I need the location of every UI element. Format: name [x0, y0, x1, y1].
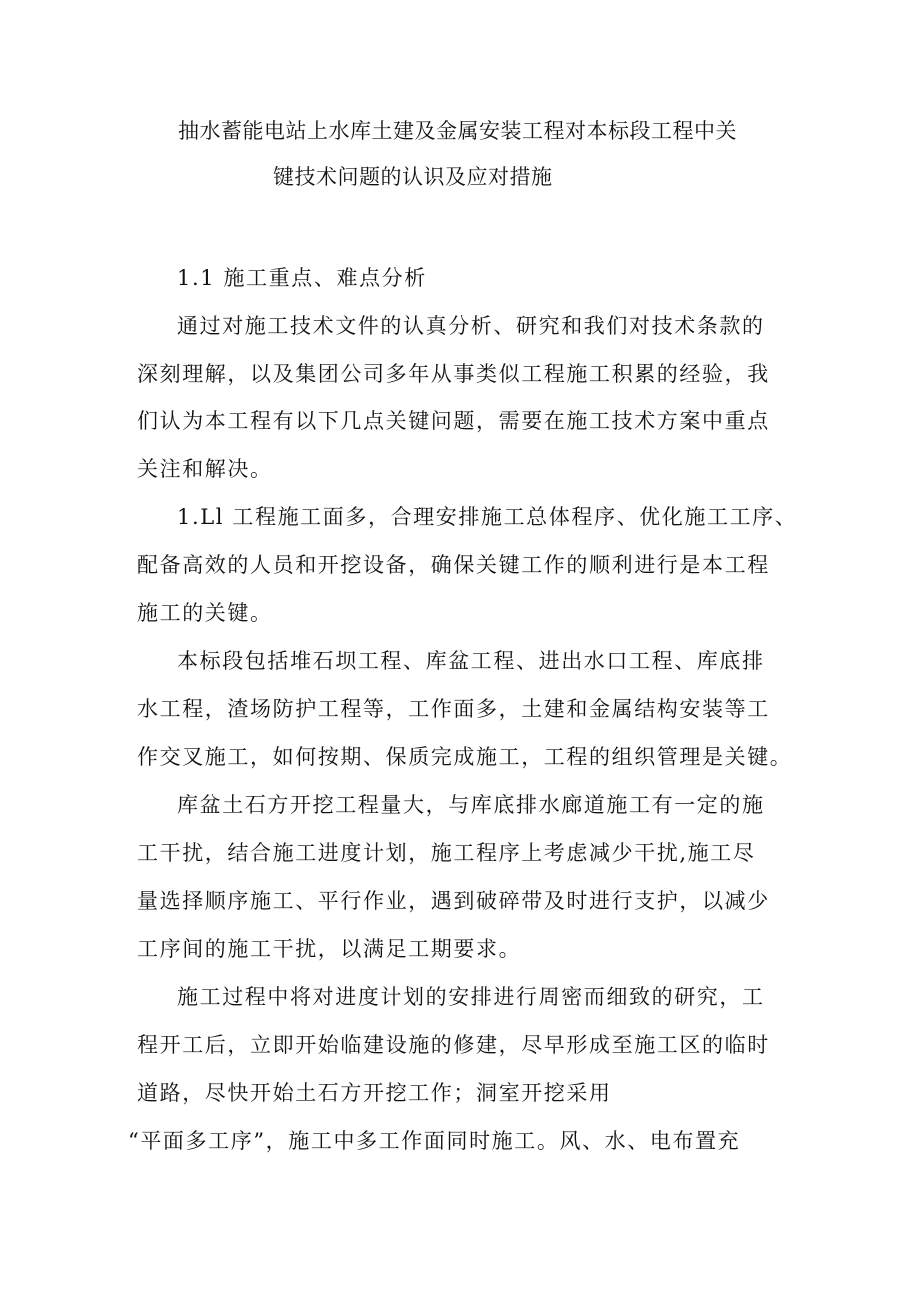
section-heading: 1.1 施工重点、难点分析 — [177, 266, 427, 290]
paragraph-line: “平面多工序”，施工中多工作面同时施工。风、水、电布置充 — [128, 1129, 741, 1153]
paragraph-line: 水工程，渣场防护工程等，工作面多，土建和金属结构安装等工 — [137, 697, 770, 721]
paragraph-line: 工序间的施工干扰，以满足工期要求。 — [137, 937, 522, 961]
paragraph-line: 们认为本工程有以下几点关键问题，需要在施工技术方案中重点 — [137, 409, 770, 433]
paragraph-line: 深刻理解，以及集团公司多年从事类似工程施工积累的经验，我 — [137, 362, 770, 386]
paragraph-line: 作交叉施工，如何按期、保质完成施工，工程的组织管理是关键。 — [137, 745, 793, 769]
paragraph-line: 本标段包括堆石坝工程、库盆工程、进出水口工程、库底排 — [177, 649, 765, 673]
paragraph-line: 施工过程中将对进度计划的安排进行周密而细致的研究，工 — [177, 985, 765, 1009]
paragraph-line: 配备高效的人员和开挖设备，确保关键工作的顺利进行是本工程 — [137, 553, 770, 577]
paragraph-line: 工干扰，结合施工进度计划，施工程序上考虑减少干扰,施工尽 — [137, 841, 756, 865]
paragraph-line: 库盆土石方开挖工程量大，与库底排水廊道施工有一定的施 — [177, 793, 765, 817]
paragraph-line: 通过对施工技术文件的认真分析、研究和我们对技术条款的 — [177, 314, 765, 338]
paragraph-line: 程开工后，立即开始临建设施的修建，尽早形成至施工区的临时 — [137, 1033, 770, 1057]
document-title-line-1: 抽水蓄能电站上水库土建及金属安装工程对本标段工程中关 — [178, 119, 737, 143]
paragraph-line: 1.Ll 工程施工面多，合理安排施工总体程序、优化施工工序、 — [177, 505, 798, 529]
paragraph-line: 量选择顺序施工、平行作业，遇到破碎带及时进行支护，以减少 — [137, 889, 770, 913]
paragraph-line: 施工的关键。 — [137, 601, 273, 625]
paragraph-line: 道路，尽快开始土石方开挖工作；洞室开挖采用 — [137, 1081, 612, 1105]
paragraph-line: 关注和解决。 — [137, 457, 273, 481]
document-title-line-2: 键技术问题的认识及应对措施 — [273, 165, 553, 189]
